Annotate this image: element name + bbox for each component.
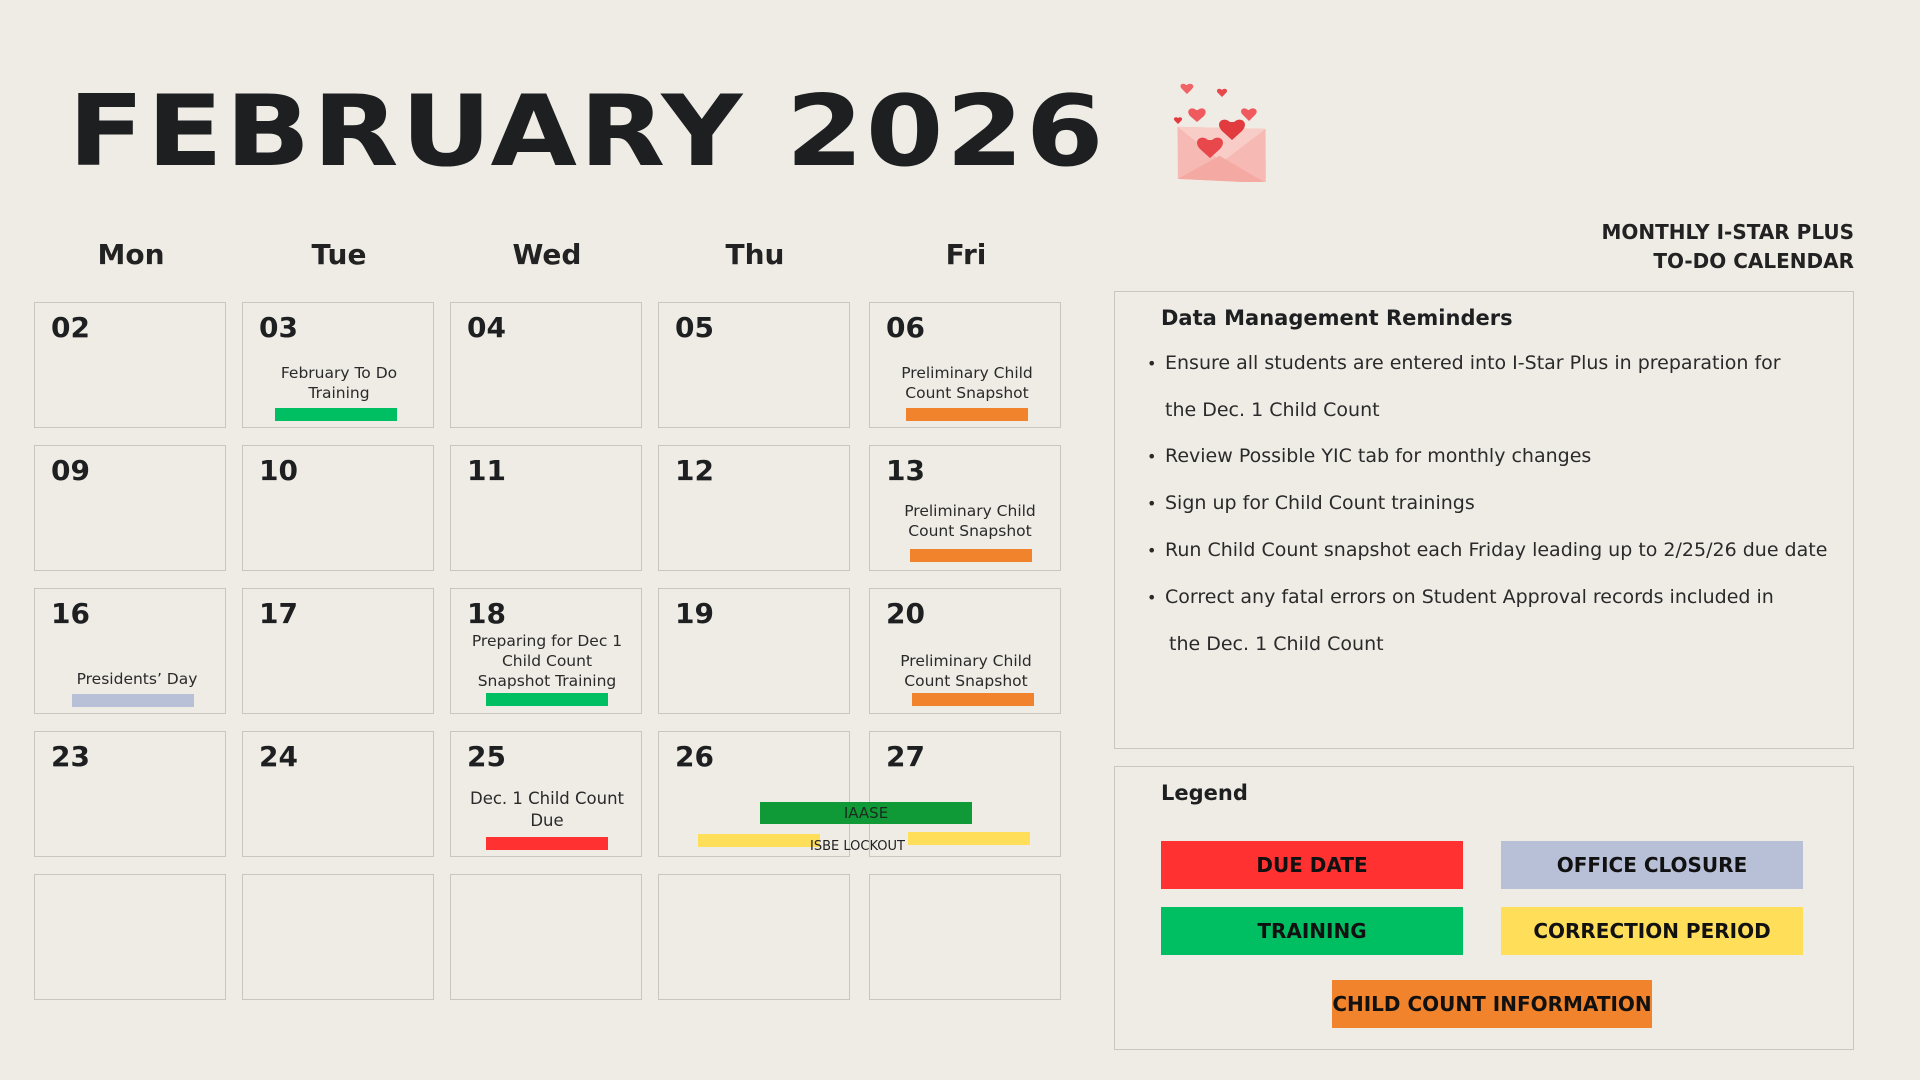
day-cell-19[interactable]: [658, 588, 850, 714]
event-label: Preliminary Child Count Snapshot: [901, 364, 1033, 402]
day-cell-25[interactable]: [450, 731, 642, 857]
date-number: 19: [675, 597, 714, 630]
day-cell-06[interactable]: [869, 302, 1061, 428]
weekday-mon: Mon: [97, 238, 165, 271]
day-cell-18[interactable]: [450, 588, 642, 714]
event-label: Preliminary Child Count Snapshot: [904, 502, 1036, 540]
legend-correction-period: CORRECTION PERIOD: [1501, 907, 1803, 955]
date-number: 04: [467, 311, 506, 344]
reminders-panel: [1114, 291, 1854, 749]
weekday-thu: Thu: [725, 238, 785, 271]
reminder-item: • Sign up for Child Count trainings: [1147, 480, 1827, 527]
date-number: 24: [259, 740, 298, 773]
date-number: 13: [886, 454, 925, 487]
day-cell-empty: [658, 874, 850, 1000]
correction-period-bar: [698, 834, 820, 847]
subtitle-line-1: MONTHLY I-STAR PLUS: [1601, 220, 1854, 244]
event-label: Dec. 1 Child Count Due: [469, 789, 625, 830]
reminder-item: • Ensure all students are entered into I-Star Plus in preparation for: [1147, 340, 1827, 387]
reminders-title: Data Management Reminders: [1161, 306, 1513, 330]
legend-title: Legend: [1161, 781, 1248, 805]
bullet-icon: •: [1147, 494, 1157, 513]
date-number: 26: [675, 740, 714, 773]
day-cell-10[interactable]: [242, 445, 434, 571]
reminder-item-continued: the Dec. 1 Child Count: [1169, 633, 1384, 655]
due-date-bar: [486, 837, 608, 850]
date-number: 16: [51, 597, 90, 630]
bullet-icon: •: [1147, 588, 1157, 607]
date-number: 12: [675, 454, 714, 487]
event-label: Preliminary Child Count Snapshot: [900, 652, 1032, 690]
correction-period-bar: [908, 832, 1030, 845]
child-count-bar: [910, 549, 1032, 562]
reminder-item: • Review Possible YIC tab for monthly changes: [1147, 433, 1827, 480]
reminder-item: • Correct any fatal errors on Student Approval records included in: [1147, 574, 1827, 621]
event-label: February To Do Training: [280, 364, 398, 402]
day-cell-20[interactable]: [869, 588, 1061, 714]
date-number: 25: [467, 740, 506, 773]
love-letter-envelope-icon: [1168, 70, 1278, 182]
day-cell-11[interactable]: [450, 445, 642, 571]
page-title: FEBRUARY 2026: [68, 75, 1106, 189]
weekday-tue: Tue: [311, 238, 367, 271]
reminder-item-continued: the Dec. 1 Child Count: [1165, 399, 1380, 421]
date-number: 11: [467, 454, 506, 487]
day-cell-03[interactable]: [242, 302, 434, 428]
legend-panel: [1114, 766, 1854, 1050]
bullet-icon: •: [1147, 354, 1157, 373]
day-cell-16[interactable]: [34, 588, 226, 714]
day-cell-empty: [450, 874, 642, 1000]
event-label: Preparing for Dec 1 Child Count Snapshot Training: [471, 632, 623, 690]
date-number: 23: [51, 740, 90, 773]
day-cell-17[interactable]: [242, 588, 434, 714]
day-cell-04[interactable]: [450, 302, 642, 428]
bullet-icon: •: [1147, 541, 1157, 560]
day-cell-24[interactable]: [242, 731, 434, 857]
day-cell-empty: [242, 874, 434, 1000]
iaase-event-bar: IAASE: [760, 802, 972, 824]
reminders-list: [1115, 340, 1827, 667]
day-cell-13[interactable]: [869, 445, 1061, 571]
date-number: 17: [259, 597, 298, 630]
calendar-subtitle: [1601, 218, 1854, 276]
day-cell-empty: [869, 874, 1061, 1000]
date-number: 05: [675, 311, 714, 344]
date-number: 18: [467, 597, 506, 630]
office-closure-bar: [72, 694, 194, 707]
day-cell-02[interactable]: [34, 302, 226, 428]
date-number: 03: [259, 311, 298, 344]
date-number: 02: [51, 311, 90, 344]
reminder-item: • Run Child Count snapshot each Friday leading up to 2/25/26 due date: [1147, 527, 1827, 574]
weekday-wed: Wed: [512, 238, 582, 271]
weekday-fri: Fri: [945, 238, 987, 271]
date-number: 20: [886, 597, 925, 630]
legend-office-closure: OFFICE CLOSURE: [1501, 841, 1803, 889]
date-number: 10: [259, 454, 298, 487]
day-cell-23[interactable]: [34, 731, 226, 857]
event-label: Presidents’ Day: [76, 670, 198, 688]
child-count-bar: [912, 693, 1034, 706]
isbe-lockout-label: ISBE LOCKOUT: [810, 839, 905, 854]
legend-training: TRAINING: [1161, 907, 1463, 955]
date-number: 09: [51, 454, 90, 487]
day-cell-12[interactable]: [658, 445, 850, 571]
subtitle-line-2: TO-DO CALENDAR: [1653, 249, 1854, 273]
training-bar: [486, 693, 608, 706]
day-cell-05[interactable]: [658, 302, 850, 428]
day-cell-09[interactable]: [34, 445, 226, 571]
legend-child-count-information: CHILD COUNT INFORMATION: [1332, 980, 1652, 1028]
child-count-bar: [906, 408, 1028, 421]
date-number: 27: [886, 740, 925, 773]
day-cell-empty: [34, 874, 226, 1000]
legend-due-date: DUE DATE: [1161, 841, 1463, 889]
bullet-icon: •: [1147, 447, 1157, 466]
training-bar: [275, 408, 397, 421]
date-number: 06: [886, 311, 925, 344]
